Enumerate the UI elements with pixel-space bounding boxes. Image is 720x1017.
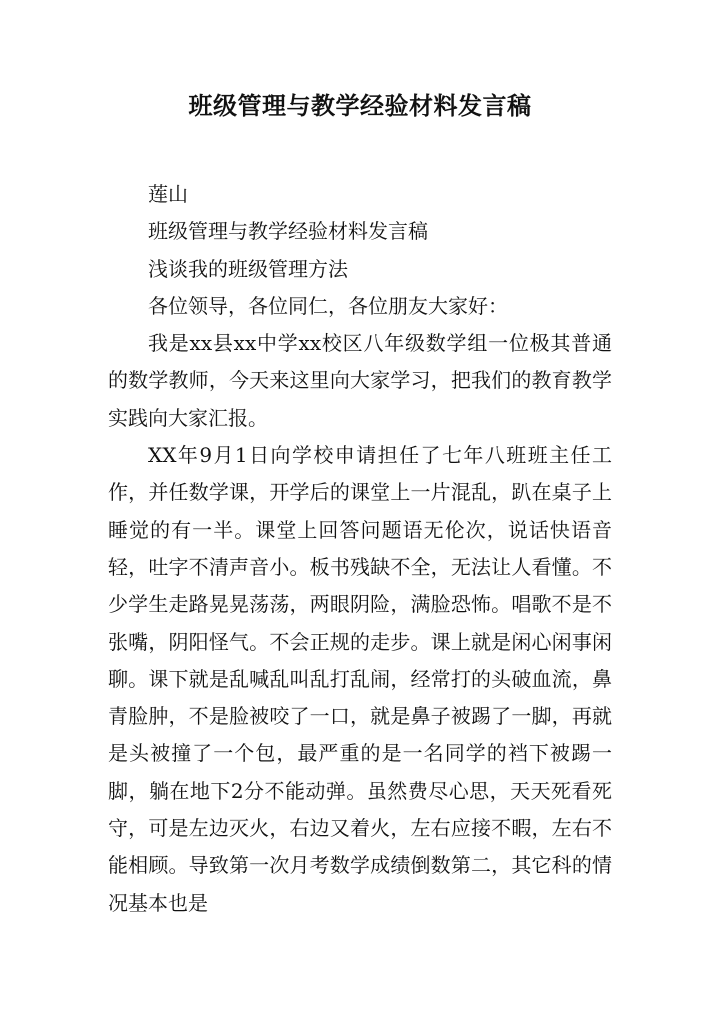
topic-line: 浅谈我的班级管理方法 (148, 256, 348, 281)
document-title: 班级管理与教学经验材料发言稿 (188, 92, 532, 120)
subtitle-line: 班级管理与教学经验材料发言稿 (148, 219, 428, 244)
paragraph-intro: 我是xx县xx中学xx校区八年级数学组一位极其普通的数学教师，今天来这里向大家学习，把我们的教育教学实践向大家汇报。 (108, 331, 612, 430)
greeting-line: 各位领导，各位同仁，各位朋友大家好： (148, 293, 508, 318)
document-body (108, 176, 612, 922)
paragraph-experience: XX年9月1日向学校申请担任了七年八班班主任工作，并任数学课，开学后的课堂上一片混乱，趴在桌子上睡觉的有一半。课堂上回答问题语无伦次，说话快语音轻，吐字不清声音小。板书残缺不全，无法让人看懂。不少学生走路晃晃荡荡，两眼阴险，满脸恐怖。唱歌不是不张嘴，阴阳怪气。不会正规的走步。课上就是闲心闲事闲聊。课下就是乱喊乱叫乱打乱闹，经常打的头破血流，鼻青脸肿，不是脸被咬了一口，就是鼻子被踢了一脚，再就是头被撞了一个包，最严重的是一名同学的裆下被踢一脚，躺在地下2分不能动弹。虽然费尽心思，天天死看死守，可是左边灭火，右边又着火，左右应接不暇，左右不能相顾。导致第一次月考数学成绩倒数第二，其它科的情况基本也是 (108, 443, 612, 915)
author-line: 莲山 (148, 182, 188, 206)
